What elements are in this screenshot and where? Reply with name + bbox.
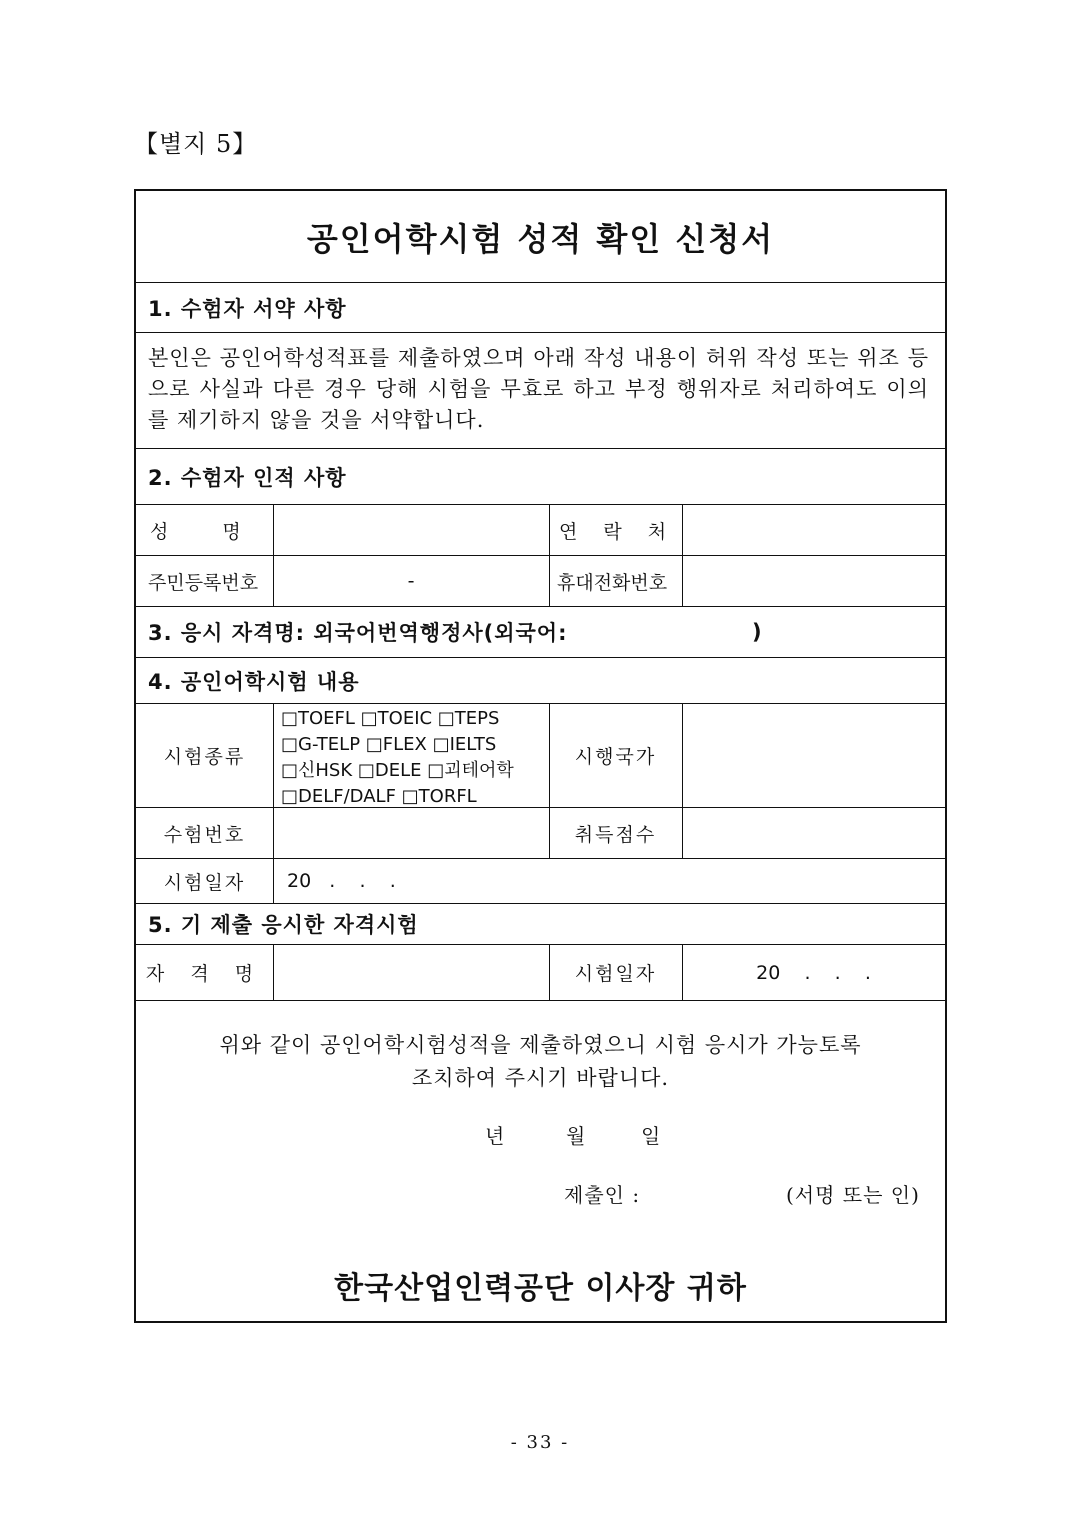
section1-heading: 1. 수험자 서약 사항 (136, 283, 945, 333)
date-day-label: 일 (641, 1124, 662, 1148)
score-field[interactable] (682, 808, 945, 858)
exam-no-score-row (136, 808, 945, 859)
recipient: 한국산업인력공단 이사장 귀하 (334, 1271, 747, 1306)
section3-row (136, 607, 945, 658)
section4-heading: 4. 공인어학시험 내용 (136, 658, 945, 704)
closing-line-2: 조치하여 주시기 바랍니다. (411, 1066, 670, 1090)
name-field[interactable] (273, 505, 549, 555)
exam-option-line[interactable]: □G-TELP □FLEX □IELTS (281, 734, 497, 755)
page-number: - 33 - (510, 1432, 570, 1453)
resident-no-field[interactable]: - (407, 570, 415, 592)
qualification-label: 자 격 명 (145, 963, 264, 985)
pledge-text: 본인은 공인어학성적표를 제출하였으며 아래 작성 내용이 허위 작성 또는 위조 등으로 사실과 다른 경우 당해 시험을 무효로 하고 부정 행위자로 처리하여도 이의를 제기하지 않을 것을 서약합니다. (136, 333, 945, 449)
form-title: 공인어학시험 성적 확인 신청서 (136, 191, 945, 283)
score-label: 취득점수 (574, 823, 657, 846)
resident-mobile-row (136, 556, 945, 607)
exam-type-options[interactable] (273, 704, 549, 807)
annex-label: 【별지 5】 (134, 130, 258, 158)
name-contact-row (136, 505, 945, 556)
exam-no-field[interactable] (273, 808, 549, 858)
closing-line-1: 위와 같이 공인어학시험성적을 제출하였으니 시험 응시가 가능토록 (219, 1033, 862, 1057)
exam-option-line[interactable]: □신HSK □DELE □괴테어학 (281, 760, 514, 781)
submitter-label: 제출인 : (564, 1183, 641, 1207)
prev-exam-date-label: 시험일자 (574, 963, 657, 985)
country-label: 시행국가 (574, 746, 657, 768)
qualification-row (136, 945, 945, 1001)
resident-no-label: 주민등록번호 (148, 571, 259, 594)
signature-label[interactable]: (서명 또는 인) (786, 1183, 920, 1207)
exam-type-row (136, 704, 945, 808)
exam-date-label: 시험일자 (163, 871, 246, 894)
mobile-field[interactable] (682, 556, 945, 606)
section3-closing-paren: ) (752, 620, 763, 644)
exam-date-row (136, 859, 945, 904)
mobile-label: 휴대전화번호 (557, 571, 668, 594)
contact-field[interactable] (682, 505, 945, 555)
country-field[interactable] (682, 704, 945, 807)
section5-heading: 5. 기 제출 응시한 자격시험 (136, 904, 945, 945)
prev-exam-date-field[interactable]: 20 . . . (756, 961, 871, 984)
date-year-label: 년 (485, 1124, 506, 1148)
section3-heading: 3. 응시 자격명: 외국어번역행정사(외국어: (148, 621, 568, 645)
section2-heading: 2. 수험자 인적 사항 (136, 449, 945, 505)
exam-option-line[interactable]: □TOEFL □TOEIC □TEPS (281, 708, 500, 729)
exam-option-line[interactable]: □DELF/DALF □TORFL (281, 786, 477, 807)
exam-date-field[interactable]: 20 . . . (287, 870, 396, 892)
application-form (134, 189, 947, 1323)
contact-label: 연 락 처 (559, 520, 677, 543)
exam-no-label: 수험번호 (163, 823, 246, 846)
name-label: 성 명 (150, 520, 265, 543)
exam-type-label: 시험종류 (163, 746, 246, 768)
date-month-label: 월 (566, 1124, 587, 1148)
qualification-field[interactable] (273, 945, 549, 1000)
